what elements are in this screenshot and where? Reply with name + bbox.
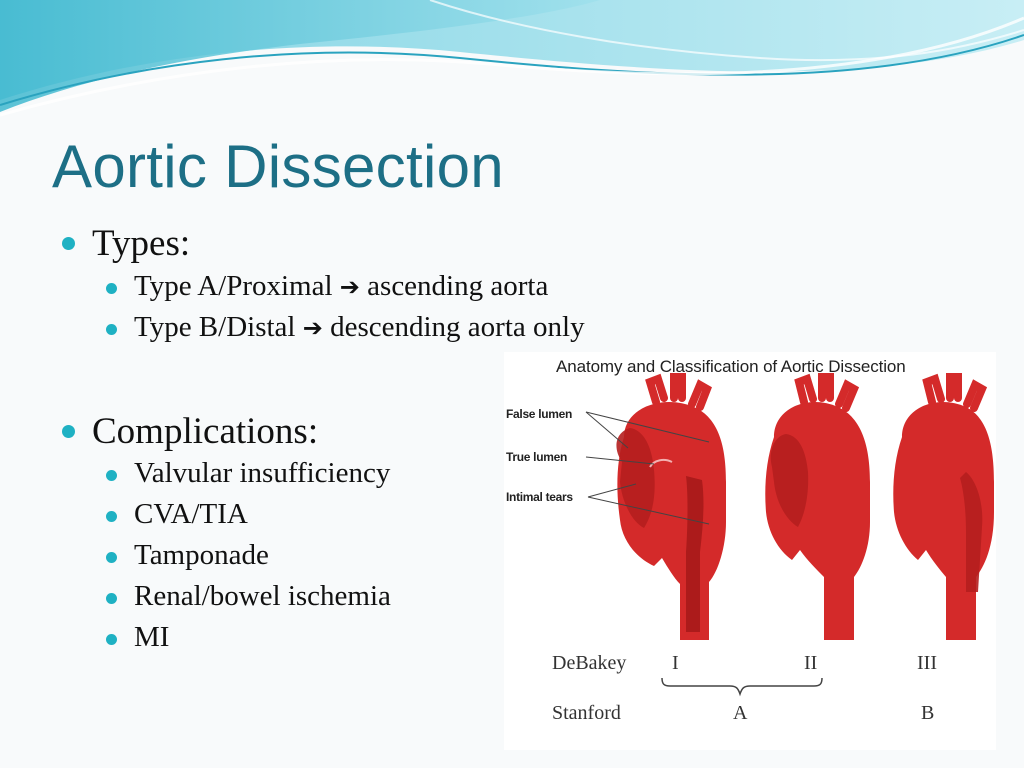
bullet-icon <box>106 324 117 335</box>
aortic-dissection-figure <box>504 352 996 750</box>
label-intimal-tears: Intimal tears <box>506 490 573 504</box>
bullet-icon <box>62 425 75 438</box>
slide: Aortic Dissection Types: Type A/Proximal ➔ ascending aorta Type B/Distal ➔ descending aorta only Complications: Valvular insufficiency CVA/TIA Tamponade Renal/bowel ischemia MI Anatomy and Classification of Aortic Dissection False lumen True lumen Intimal tears DeBakey I II III Stanford A B <box>0 0 1024 768</box>
bullet-icon <box>106 470 117 481</box>
bracket-icon <box>662 678 822 694</box>
header-wave-banner <box>0 0 1024 130</box>
arrow-right-icon: ➔ <box>339 273 360 301</box>
stanford-type-b: B <box>921 702 935 724</box>
debakey-type-iii: III <box>917 652 937 674</box>
label-true-lumen: True lumen <box>506 450 568 464</box>
figure-title: Anatomy and Classification of Aortic Dissection <box>556 357 906 376</box>
aorta-type-i <box>616 377 726 640</box>
bullet-icon <box>106 593 117 604</box>
aorta-type-ii <box>765 377 870 640</box>
bullet-icon <box>106 283 117 294</box>
label-false-lumen: False lumen <box>506 407 573 421</box>
type-b-description: descending aorta only <box>330 311 585 343</box>
aorta-type-iii <box>893 377 994 640</box>
type-a-label: Type A/Proximal <box>134 270 333 302</box>
type-b-label: Type B/Distal <box>134 311 296 343</box>
arrow-right-icon: ➔ <box>302 314 323 342</box>
type-a-description: ascending aorta <box>367 270 549 302</box>
bullet-icon <box>106 552 117 563</box>
bullet-icon <box>106 511 117 522</box>
aorta-illustration <box>504 352 996 750</box>
stanford-label: Stanford <box>552 702 621 724</box>
stanford-type-a: A <box>733 702 748 724</box>
bullet-icon <box>62 237 75 250</box>
slide-title: Aortic Dissection <box>52 133 504 200</box>
debakey-label: DeBakey <box>552 652 627 674</box>
debakey-type-ii: II <box>804 652 818 674</box>
bullet-icon <box>106 634 117 645</box>
debakey-type-i: I <box>672 652 679 674</box>
